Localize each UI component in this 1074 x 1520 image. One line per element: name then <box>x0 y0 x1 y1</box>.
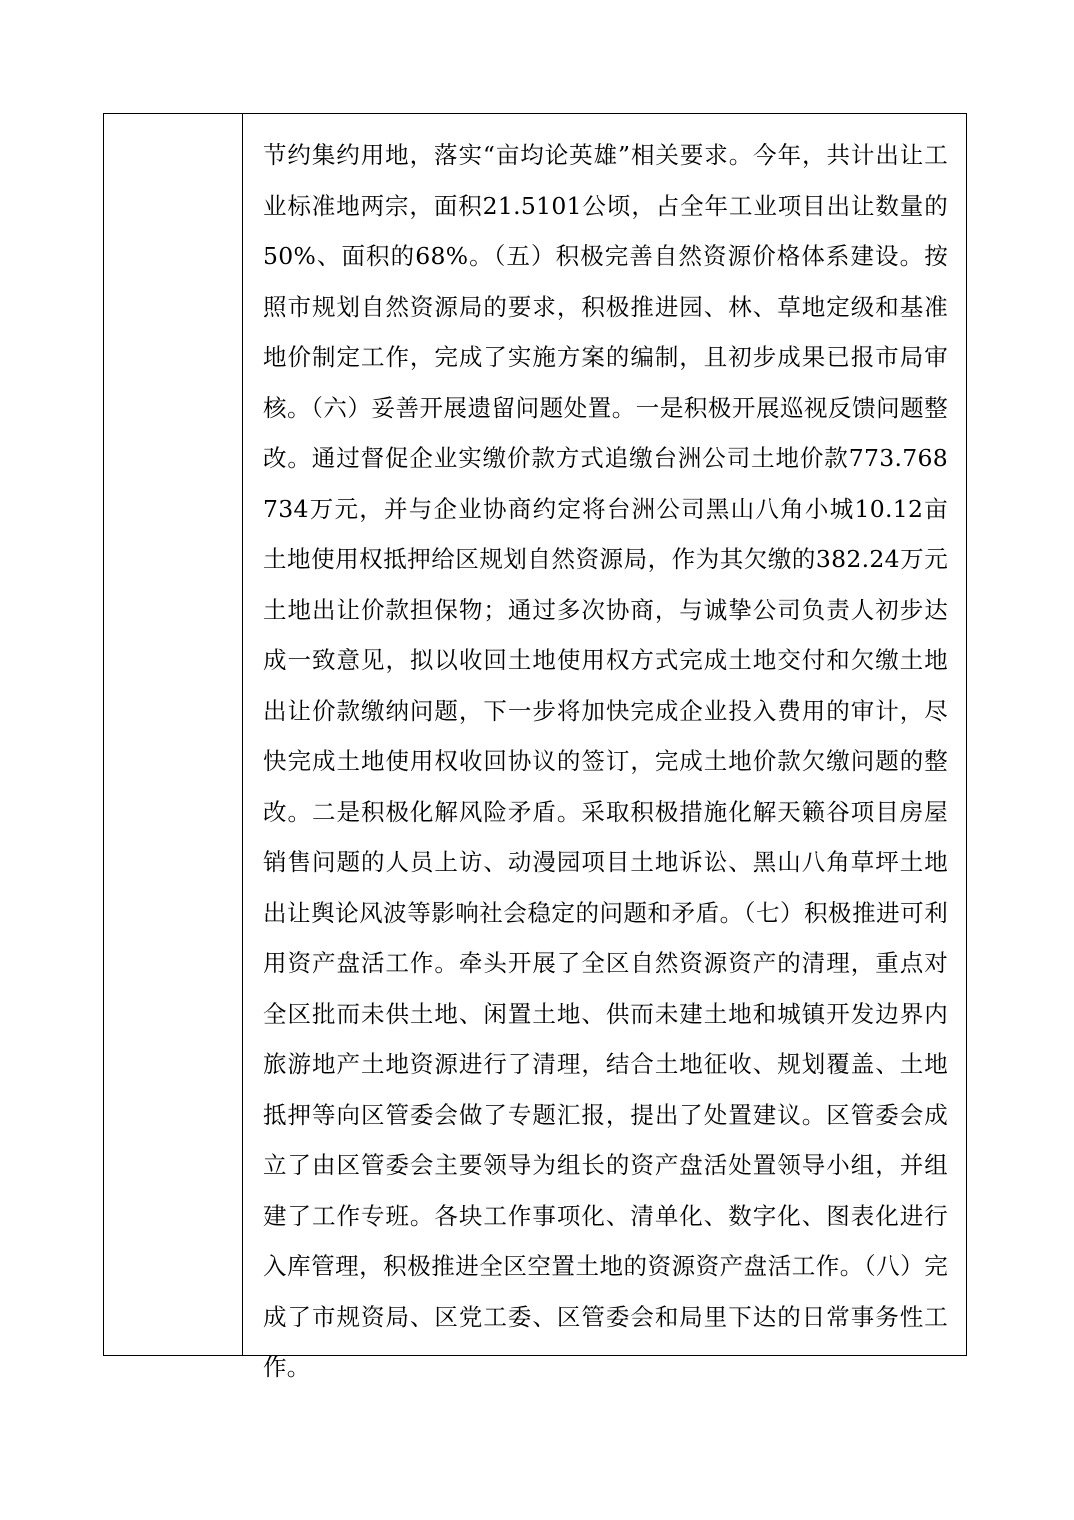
content-table <box>103 113 967 1381</box>
table-content-column <box>243 114 966 1381</box>
table-label-column <box>104 114 243 1355</box>
content-paragraph: 节约集约用地，落实“亩均论英雄”相关要求。今年，共计出让工业标准地两宗，面积21.5101公顷，占全年工业项目出让数量的50%、面积的68%。（五）积极完善自然资源价格体系建设。按照市规划自然资源局的要求，积极推进园、林、草地定级和基准地价制定工作，完成了实施方案的编制，且初步成果已报市局审核。（六）妥善开展遗留问题处置。一是积极开展巡视反馈问题整改。通过督促企业实缴价款方式追缴台洲公司土地价款773.768734万元，并与企业协商约定将台洲公司黑山八角小城10.12亩土地使用权抵押给区规划自然资源局，作为其欠缴的382.24万元土地出让价款担保物；通过多次协商，与诚挚公司负责人初步达成一致意见，拟以收回土地使用权方式完成土地交付和欠缴土地出让价款缴纳问题，下一步将加快完成企业投入费用的审计，尽快完成土地使用权收回协议的签订，完成土地价款欠缴问题的整改。二是积极化解风险矛盾。采取积极措施化解天籁谷项目房屋销售问题的人员上访、动漫园项目土地诉讼、黑山八角草坪土地出让舆论风波等影响社会稳定的问题和矛盾。（七）积极推进可利用资产盘活工作。牵头开展了全区自然资源资产的清理，重点对全区批而未供土地、闲置土地、供而未建土地和城镇开发边界内旅游地产土地资源进行了清理，结合土地征收、规划覆盖、土地抵押等向区管委会做了专题汇报，提出了处置建议。区管委会成立了由区管委会主要领导为组长的资产盘活处置领导小组，并组建了工作专班。各块工作事项化、清单化、数字化、图表化进行入库管理，积极推进全区空置土地的资源资产盘活工作。（八）完成了市规资局、区党工委、区管委会和局里下达的日常事务性工作。 <box>263 141 948 1381</box>
